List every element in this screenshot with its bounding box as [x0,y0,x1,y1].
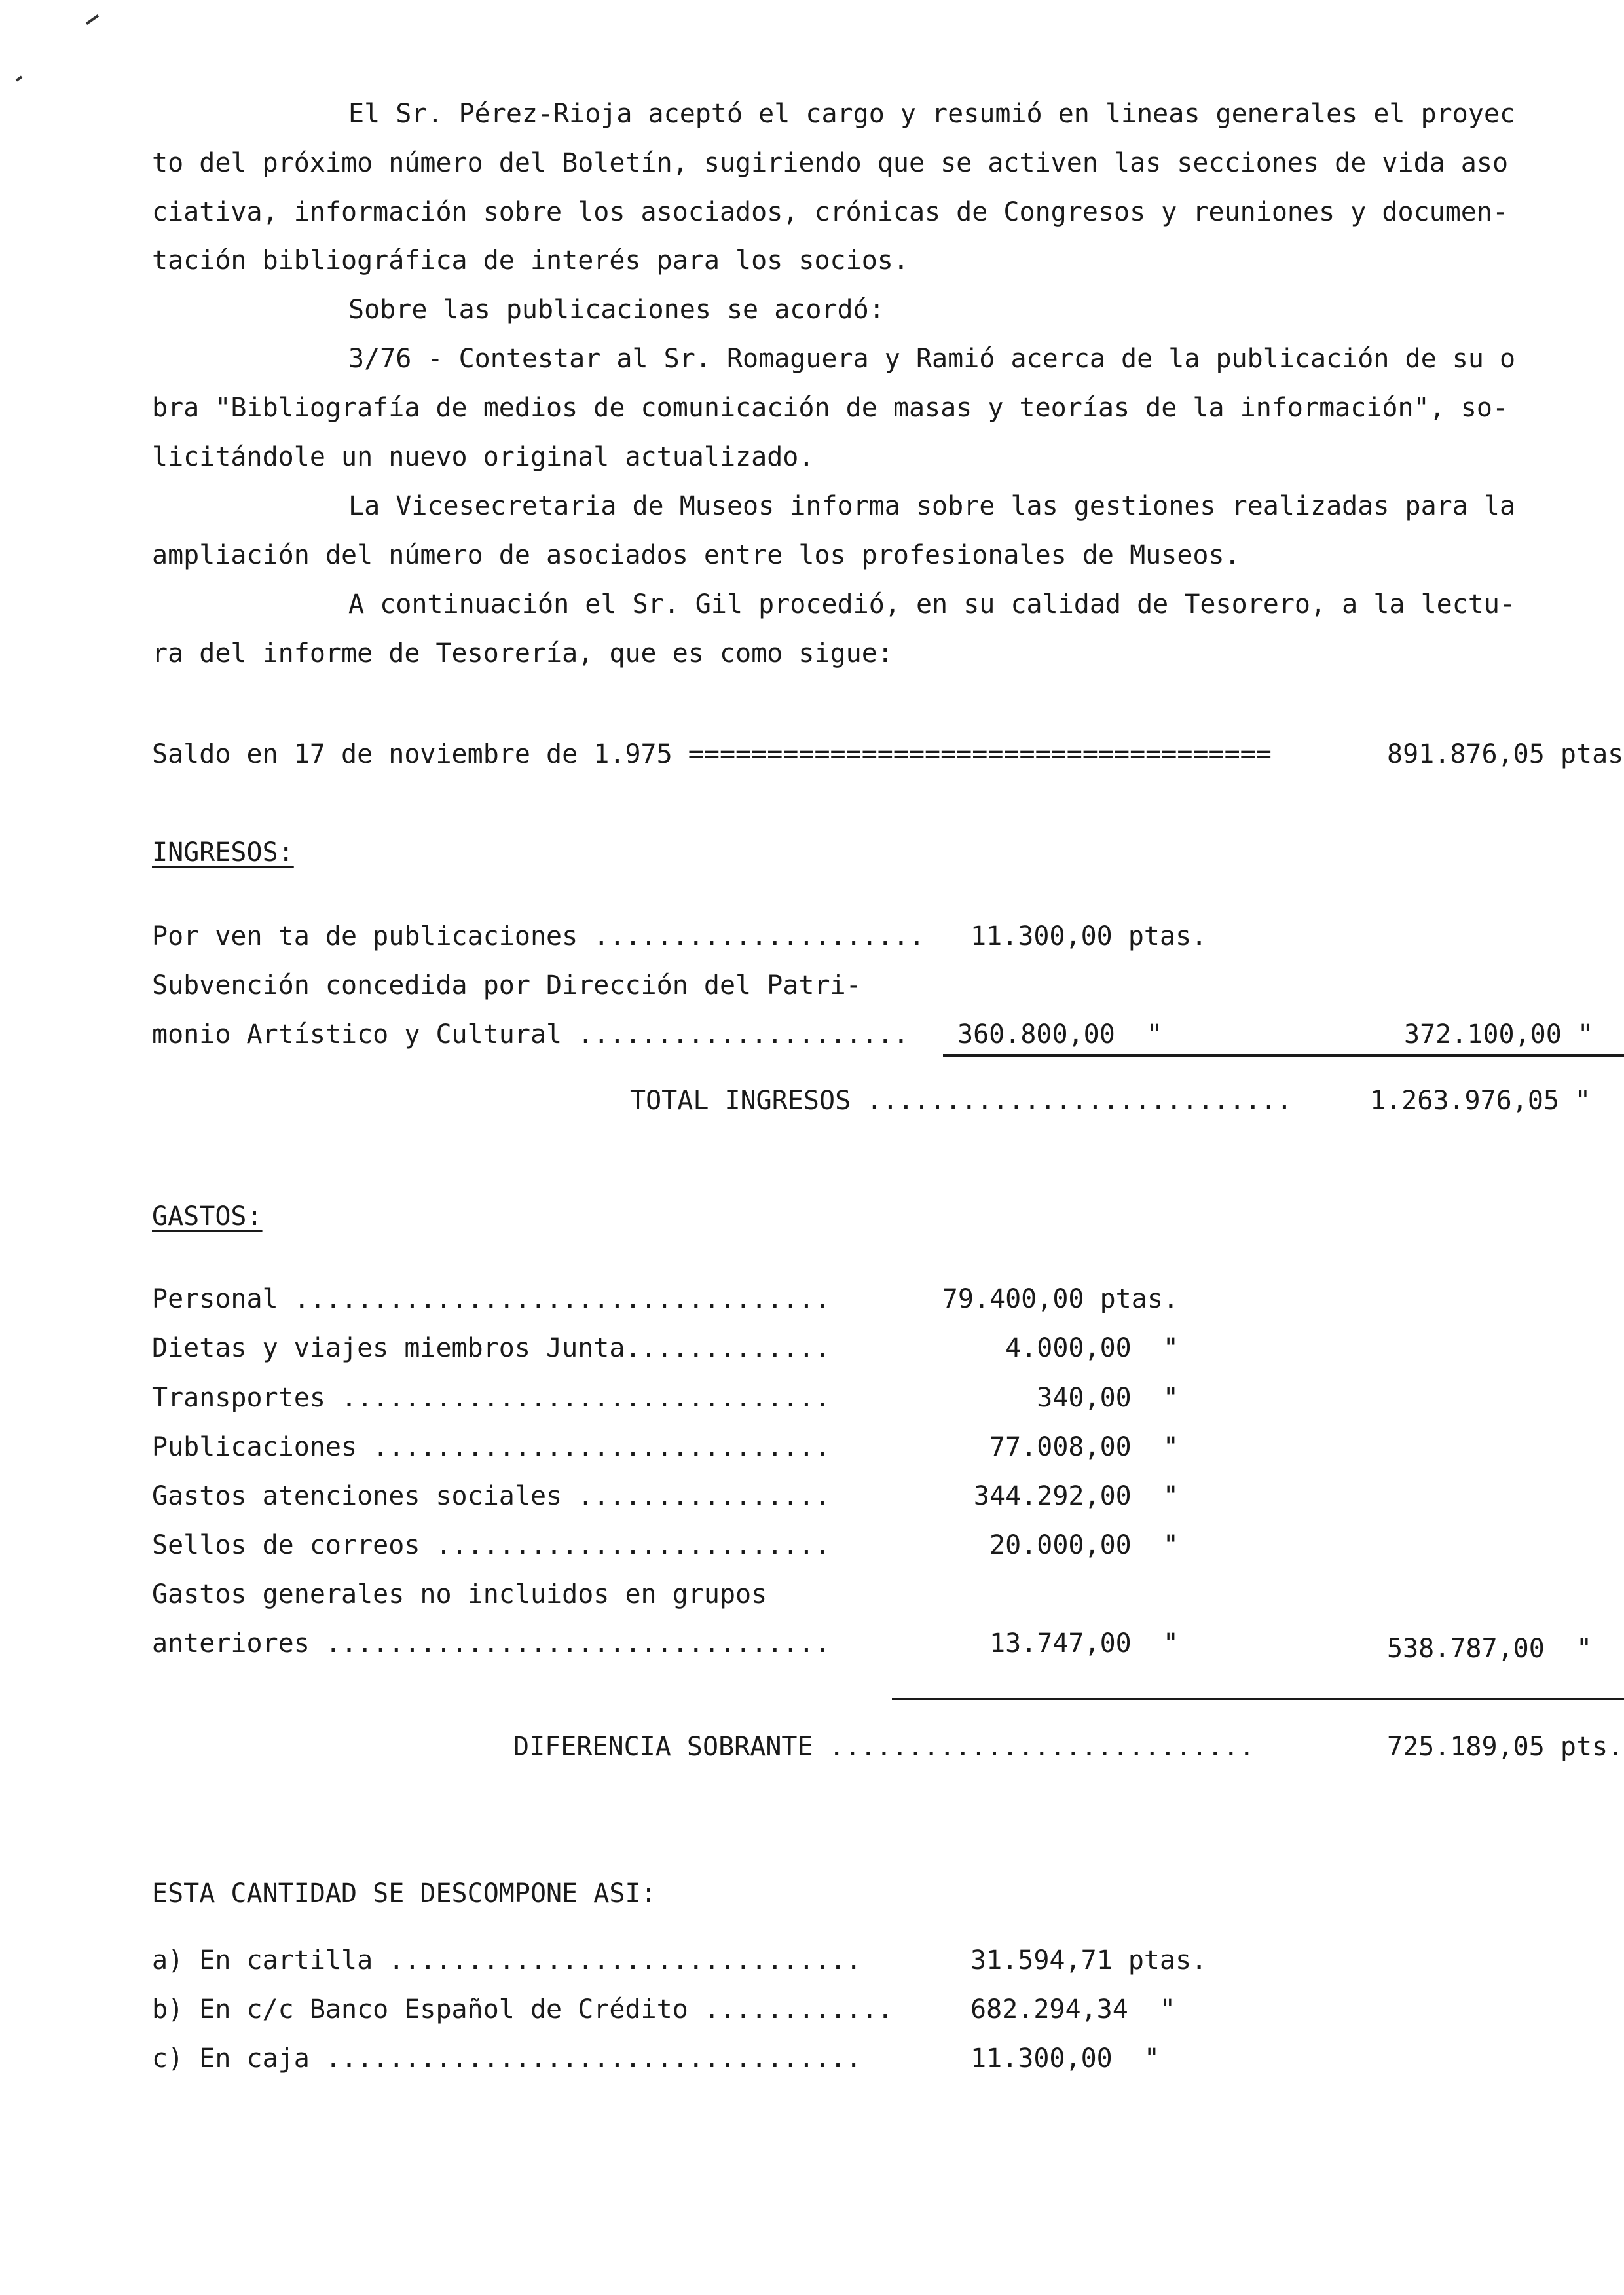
gastos-row-amount: 79.400,00 ptas. [942,1284,1179,1314]
ingresos-heading: INGRESOS: [152,837,294,868]
gastos-row-amount: 77.008,00 " [989,1432,1179,1462]
total-ingresos-amount: 1.263.976,05 " [1370,1086,1591,1116]
gastos-row-label: Publicaciones ............................. [152,1432,830,1462]
descomposicion-heading: ESTA CANTIDAD SE DESCOMPONE ASI: [152,1879,657,1909]
diferencia-amount: 725.189,05 pts. [1387,1732,1624,1762]
ingresos-row-label: monio Artístico y Cultural ..................... [152,1019,909,1050]
gastos-rule [892,1698,1624,1700]
paragraph-line: ciativa, información sobre los asociados, crónicas de Congresos y reuniones y documen- [152,197,1509,227]
saldo-amount: 891.876,05 ptas [1387,739,1624,769]
saldo-label: Saldo en 17 de noviembre de 1.975 ===================================== [152,739,1272,769]
paragraph-line: La Vicesecretaria de Museos informa sobre las gestiones realizadas para la [348,491,1516,521]
descomposicion-row-label: c) En caja .................................. [152,2044,862,2074]
paragraph-line: ra del informe de Tesorería, que es como sigue: [152,638,893,669]
paragraph-line: A continuación el Sr. Gil procedió, en su calidad de Tesorero, a la lectu- [348,589,1516,619]
paragraph-line: ampliación del número de asociados entre los profesionales de Museos. [152,540,1240,570]
ingresos-row-amount: 360.800,00 " [957,1019,1163,1050]
stray-mark [16,75,22,81]
ingresos-rule [943,1054,1624,1057]
gastos-row-amount: 340,00 " [1037,1383,1179,1413]
ingresos-subtotal: 372.100,00 " [1404,1019,1593,1050]
gastos-row-amount: 20.000,00 " [989,1530,1179,1560]
gastos-subtotal: 538.787,00 " [1387,1634,1593,1664]
gastos-row-label: anteriores ................................ [152,1628,830,1659]
descomposicion-row-label: b) En c/c Banco Español de Crédito ............ [152,1994,893,2025]
descomposicion-row-label: a) En cartilla .............................. [152,1945,862,1975]
paragraph-line: Sobre las publicaciones se acordó: [348,295,885,325]
paragraph-line: tación bibliográfica de interés para los socios. [152,246,909,276]
paragraph-line: bra "Bibliografía de medios de comunicación de masas y teorías de la información", so- [152,393,1509,423]
paragraph-line: 3/76 - Contestar al Sr. Romaguera y Ramió acerca de la publicación de su o [348,344,1516,374]
gastos-row-amount: 4.000,00 " [1005,1333,1179,1363]
gastos-row-label: Dietas y viajes miembros Junta............. [152,1333,830,1363]
stray-mark [86,14,99,25]
gastos-row-label: Sellos de correos ......................... [152,1530,830,1560]
descomposicion-row-amount: 31.594,71 ptas. [970,1945,1208,1975]
gastos-row-label: Personal .................................. [152,1284,830,1314]
paragraph-line: licitándole un nuevo original actualizado. [152,442,815,472]
gastos-row-amount: 344.292,00 " [973,1481,1179,1511]
descomposicion-row-amount: 682.294,34 " [970,1994,1176,2025]
gastos-row-amount: 13.747,00 " [989,1628,1179,1659]
paragraph-line: El Sr. Pérez-Rioja aceptó el cargo y resumió en lineas generales el proyec [348,99,1516,129]
descomposicion-row-amount: 11.300,00 " [970,2044,1160,2074]
gastos-heading: GASTOS: [152,1202,263,1232]
gastos-row-label: Transportes ............................... [152,1383,830,1413]
ingresos-row-label: Subvención concedida por Dirección del Patri- [152,970,862,1001]
total-ingresos-label: TOTAL INGRESOS ........................... [630,1086,1293,1116]
gastos-row-label: Gastos atenciones sociales ................ [152,1481,830,1511]
paragraph-line: to del próximo número del Boletín, sugiriendo que se activen las secciones de vida aso [152,148,1509,178]
diferencia-label: DIFERENCIA SOBRANTE ........................... [513,1732,1255,1762]
gastos-row-label: Gastos generales no incluidos en grupos [152,1579,767,1609]
ingresos-row-amount: 11.300,00 ptas. [970,921,1208,951]
ingresos-row-label: Por ven ta de publicaciones ..................... [152,921,925,951]
